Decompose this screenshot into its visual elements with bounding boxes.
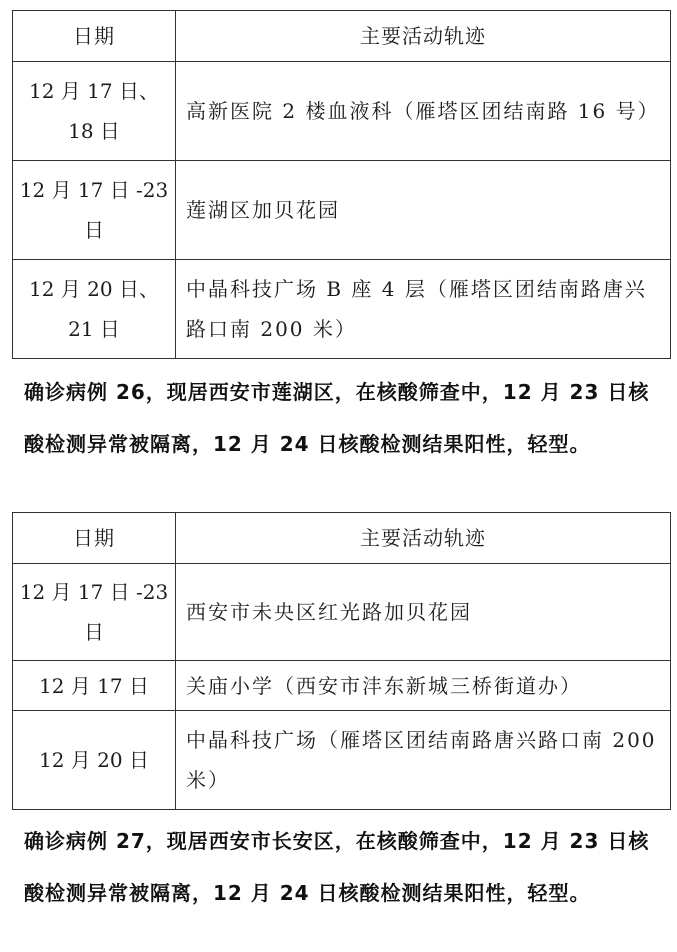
row-activity: 关庙小学（西安市沣东新城三桥街道办） xyxy=(176,661,671,711)
activity-table-2 xyxy=(12,512,671,810)
activity-table-1 xyxy=(12,10,671,359)
row-activity: 中晶科技广场（雁塔区团结南路唐兴路口南 200 米） xyxy=(176,711,671,810)
row-date: 12 月 20 日、21 日 xyxy=(13,260,176,359)
header-activity-track: 主要活动轨迹 xyxy=(176,513,671,564)
row-date: 12 月 17 日 -23 日 xyxy=(13,564,176,661)
row-activity: 中晶科技广场 B 座 4 层（雁塔区团结南路唐兴路口南 200 米） xyxy=(176,260,671,359)
table-row xyxy=(13,161,671,260)
header-date: 日期 xyxy=(13,513,176,564)
table-row xyxy=(13,711,671,810)
table-header-row xyxy=(13,513,671,564)
header-date: 日期 xyxy=(13,11,176,62)
case-26-description: 确诊病例 26，现居西安市莲湖区，在核酸筛查中，12 月 23 日核酸检测异常被隔离，12 月 24 日核酸检测结果阳性，轻型。 xyxy=(24,380,650,456)
case-27-description: 确诊病例 27，现居西安市长安区，在核酸筛查中，12 月 23 日核酸检测异常被隔离，12 月 24 日核酸检测结果阳性，轻型。 xyxy=(24,829,650,905)
table-row xyxy=(13,260,671,359)
table-row xyxy=(13,564,671,661)
table-row xyxy=(13,62,671,161)
row-activity: 西安市未央区红光路加贝花园 xyxy=(176,564,671,661)
row-activity: 高新医院 2 楼血液科（雁塔区团结南路 16 号） xyxy=(176,62,671,161)
row-date: 12 月 17 日 xyxy=(13,661,176,711)
header-activity-track: 主要活动轨迹 xyxy=(176,11,671,62)
row-activity: 莲湖区加贝花园 xyxy=(176,161,671,260)
table-row xyxy=(13,661,671,711)
row-date: 12 月 17 日 -23 日 xyxy=(13,161,176,260)
row-date: 12 月 20 日 xyxy=(13,711,176,810)
row-date: 12 月 17 日、18 日 xyxy=(13,62,176,161)
table-header-row xyxy=(13,11,671,62)
